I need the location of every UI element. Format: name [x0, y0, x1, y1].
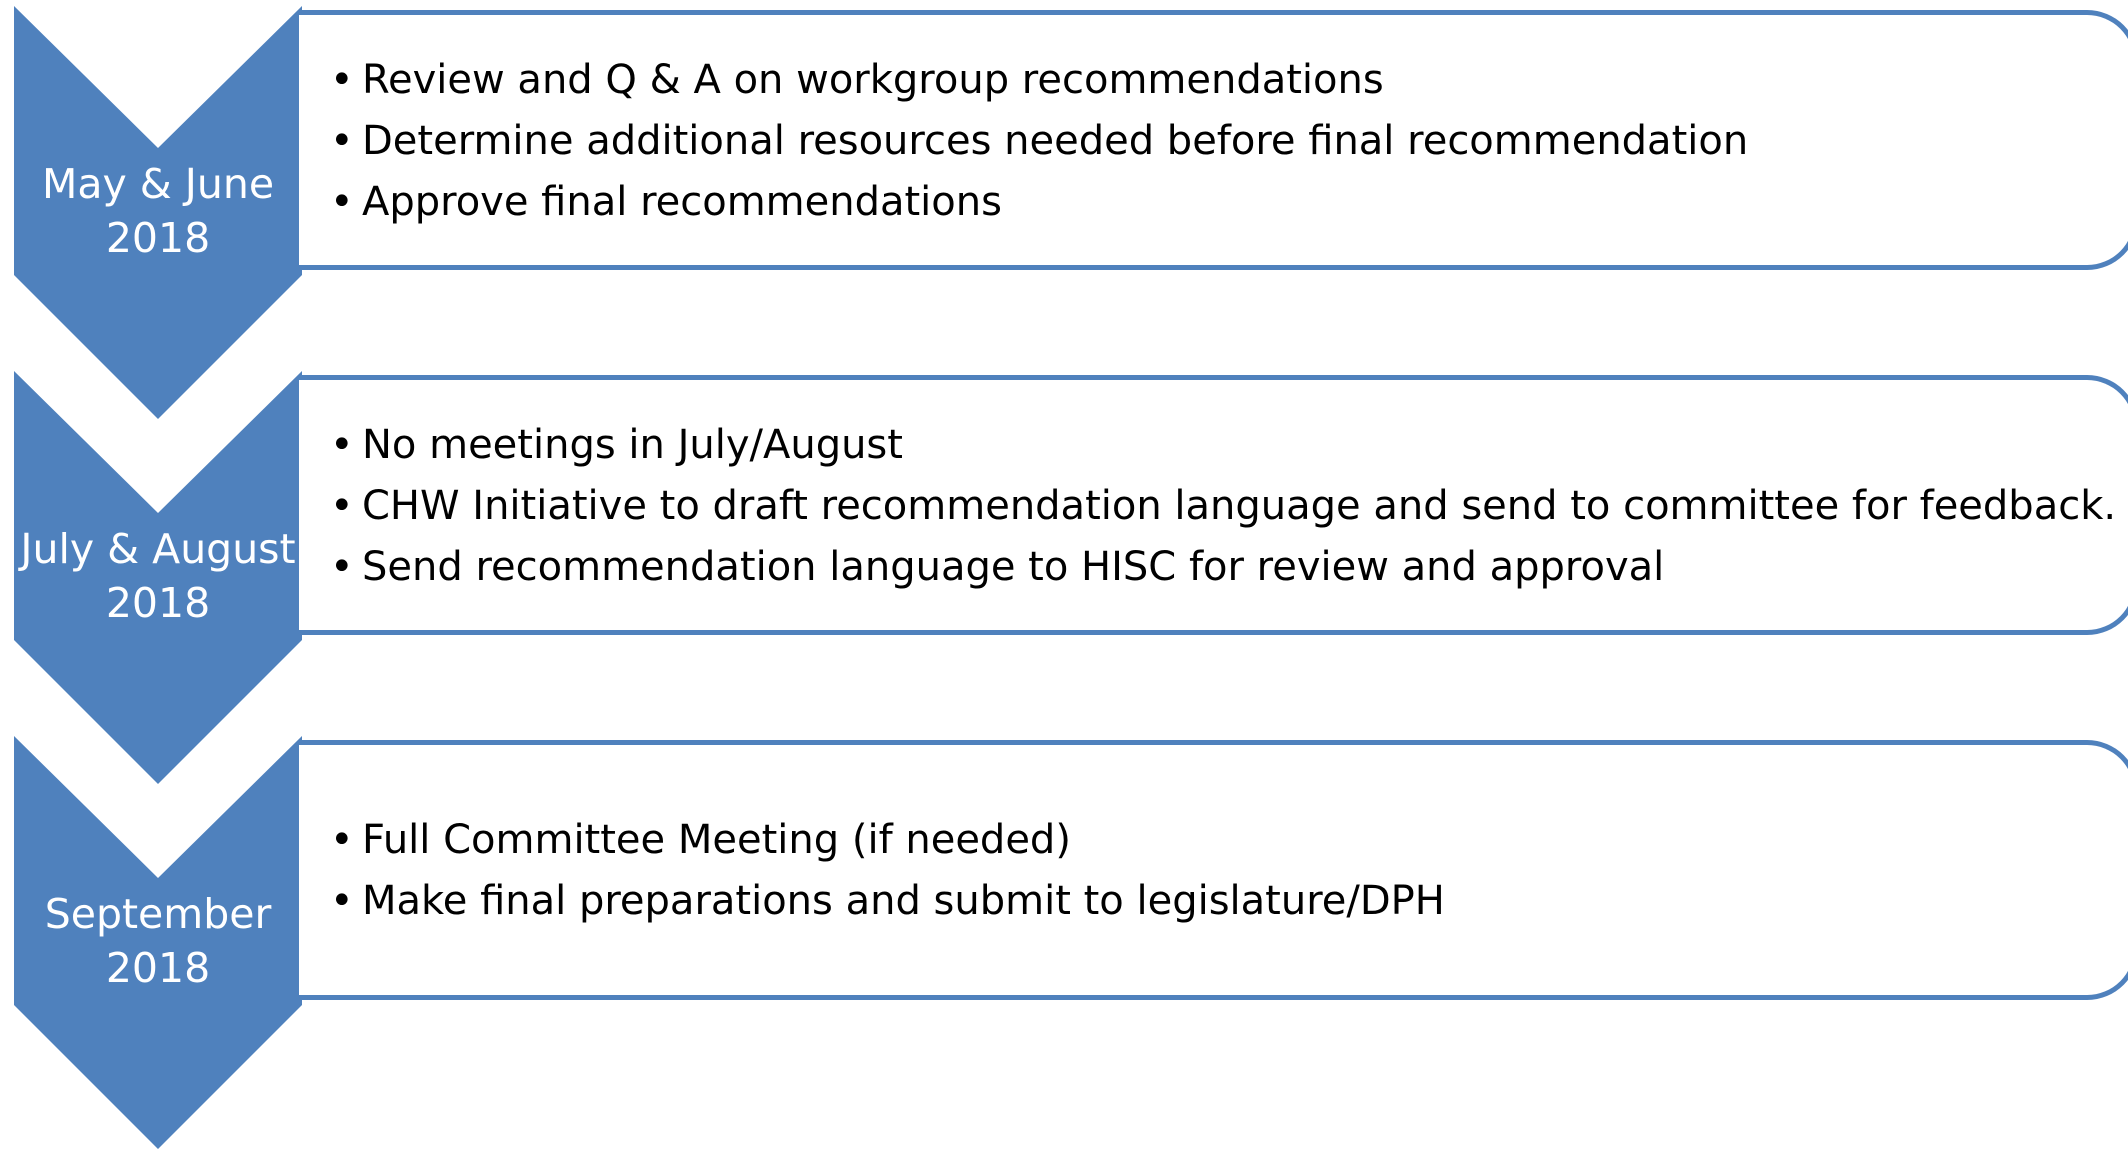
phase-3-bullets [330, 810, 1445, 932]
phase-3-label-line1: September [44, 890, 272, 938]
phase-3-bullet-2: • Make final preparations and submit to legislature/DPH [330, 871, 1445, 932]
phase-1-bullet-2: • Determine additional resources needed before final recommendation [330, 111, 1748, 172]
phase-1-bullets [330, 50, 1748, 233]
phase-1-bullet-1: • Review and Q & A on workgroup recommendations [330, 50, 1748, 111]
phase-1-label-line2: 2018 [105, 214, 211, 262]
phase-1-bullet-3: • Approve final recommendations [330, 172, 1748, 233]
phase-3-bullet-1: • Full Committee Meeting (if needed) [330, 810, 1445, 871]
phase-3-label [0, 887, 316, 995]
phase-1-label-line1: May & June [41, 160, 275, 208]
phase-2-label-line2: 2018 [105, 579, 211, 627]
phase-2-label [0, 522, 316, 630]
phase-2-bullet-1: • No meetings in July/August [330, 415, 2116, 476]
phase-2-bullet-3: • Send recommendation language to HISC for review and approval [330, 537, 2116, 598]
phase-3-label-line2: 2018 [105, 944, 211, 992]
phase-2-label-line1: July & August [20, 525, 296, 573]
phase-2-bullet-2: • CHW Initiative to draft recommendation language and send to committee for feedback. [330, 476, 2116, 537]
phase-1-label [0, 157, 316, 265]
phase-2-bullets [330, 415, 2116, 598]
